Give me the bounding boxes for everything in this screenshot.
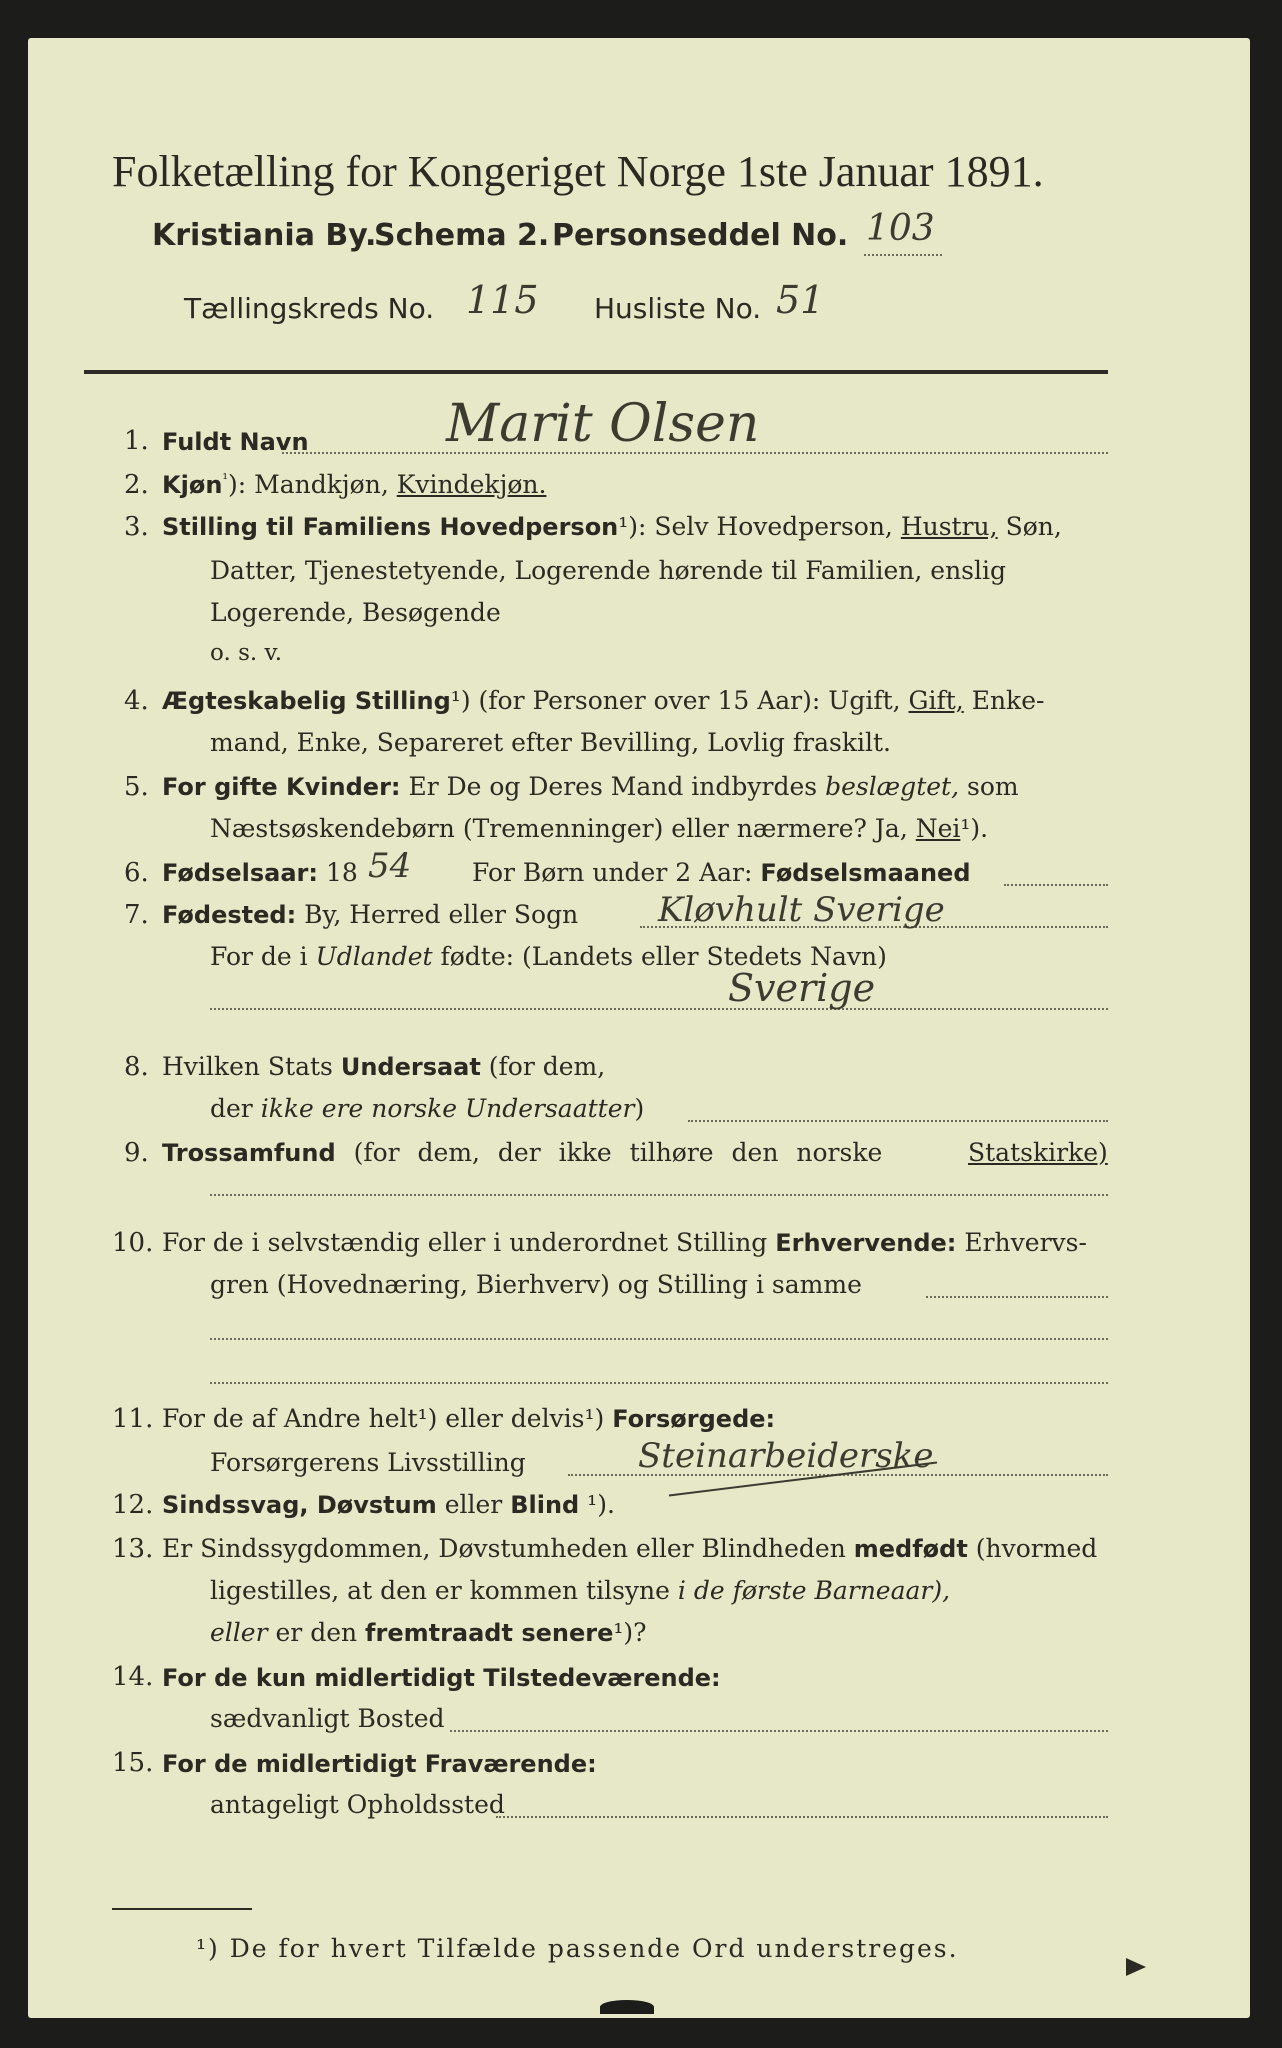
q10-number: 10. bbox=[112, 1228, 154, 1258]
q3-number: 3. bbox=[124, 512, 149, 542]
q15-number: 15. bbox=[112, 1748, 154, 1778]
q8-bold: Undersaat bbox=[340, 1053, 481, 1081]
q5-underlined: Nei bbox=[915, 814, 961, 843]
q11-number: 11. bbox=[112, 1404, 154, 1434]
q13-line2-a: ligestilles, at den er kommen tilsyne bbox=[210, 1576, 670, 1605]
q1-label: Fuldt Navn bbox=[162, 428, 309, 456]
q8-line1-c: (for dem, bbox=[488, 1052, 606, 1081]
husliste-number: 51 bbox=[776, 278, 825, 322]
q8-dotted-line bbox=[688, 1120, 1108, 1122]
q5-line2-b: ¹). bbox=[960, 814, 989, 843]
q10-dotted-line-3 bbox=[210, 1382, 1108, 1384]
header-rule bbox=[84, 370, 1108, 374]
q5-line1 bbox=[162, 772, 1019, 801]
q7-dotted-line-2 bbox=[210, 1008, 1108, 1010]
q2-underlined: Kvindekjøn. bbox=[396, 470, 547, 499]
q5-line2-a: Næstsøskendebørn (Tremenninger) eller nærmere? Ja, bbox=[210, 814, 908, 843]
q13-number: 13. bbox=[112, 1534, 154, 1564]
q8-italic: ikke ere norske Undersaatter bbox=[260, 1094, 635, 1123]
q15-line2: antageligt Opholdssted bbox=[210, 1790, 505, 1819]
q7-text: By, Herred eller Sogn bbox=[304, 900, 579, 929]
q6-prefix: 18 bbox=[325, 858, 358, 887]
q3-line2: Datter, Tjenestetyende, Logerende hørende til Familien, enslig bbox=[210, 556, 1007, 585]
q12-text: eller bbox=[444, 1490, 503, 1519]
q11-line1-a: For de af Andre helt¹) eller delvis¹) bbox=[162, 1404, 605, 1433]
footnote-text: ¹) De for hvert Tilfælde passende Ord understreges. bbox=[196, 1934, 959, 1963]
q10-line1-a: For de i selvstændig eller i underordnet Stilling bbox=[162, 1228, 768, 1257]
q7-answer: Kløvhult Sverige bbox=[658, 890, 945, 930]
q12-number: 12. bbox=[112, 1490, 154, 1520]
q4-line1-a: ¹) (for Personer over 15 Aar): Ugift, bbox=[450, 686, 901, 715]
q8-number: 8. bbox=[124, 1052, 149, 1082]
q8-line2-a: der bbox=[210, 1094, 253, 1123]
q2-text: ): Mandkjøn, bbox=[228, 470, 389, 499]
q13-italic: i de første Barneaar), bbox=[677, 1576, 951, 1605]
q12-line bbox=[162, 1490, 615, 1519]
q5-line2 bbox=[210, 814, 988, 843]
q6-bold: Fødselsmaaned bbox=[760, 859, 971, 887]
q13-line3 bbox=[210, 1618, 647, 1647]
husliste-label: Husliste No. bbox=[594, 292, 762, 325]
q12-label2: Blind bbox=[510, 1491, 580, 1519]
footnote-rule bbox=[112, 1908, 252, 1910]
q4-line2: mand, Enke, Separeret efter Bevilling, Lovlig fraskilt. bbox=[210, 728, 891, 757]
q4-number: 4. bbox=[124, 686, 149, 716]
q15-dotted-line bbox=[496, 1816, 1108, 1818]
city-label: Kristiania By. bbox=[152, 218, 377, 253]
q8-line2 bbox=[210, 1094, 644, 1123]
q11-line1 bbox=[162, 1404, 775, 1433]
q8-line1-a: Hvilken Stats bbox=[162, 1052, 333, 1081]
q13-line1 bbox=[162, 1534, 1097, 1563]
q1-number: 1. bbox=[124, 426, 149, 456]
q10-dotted-line-2 bbox=[210, 1338, 1108, 1340]
q5-label: For gifte Kvinder: bbox=[162, 773, 401, 801]
census-form-sheet bbox=[28, 38, 1250, 2018]
q11-line2: Forsørgerens Livsstilling bbox=[210, 1448, 526, 1477]
schema-label: Schema 2. bbox=[374, 218, 550, 253]
q3-line3: Logerende, Besøgende bbox=[210, 598, 501, 627]
q5-number: 5. bbox=[124, 772, 149, 802]
q7-number: 7. bbox=[124, 900, 149, 930]
q7-line2-a: For de i bbox=[210, 942, 308, 971]
q13-bold: medfødt bbox=[853, 1535, 968, 1563]
q7-line2-b: fødte: (Landets eller Stedets Navn) bbox=[440, 942, 887, 971]
q13-bold2: fremtraadt senere bbox=[365, 1619, 614, 1647]
q13-line3-a: er den bbox=[275, 1618, 358, 1647]
q3-line1-a: ¹): Selv Hovedperson, bbox=[618, 512, 893, 541]
arrow-mark bbox=[1126, 1958, 1146, 1976]
q5-line1-b: som bbox=[966, 772, 1019, 801]
q6-dotted-line bbox=[1004, 884, 1108, 886]
q3-line1-b: Søn, bbox=[1005, 512, 1062, 541]
q12-tail: ¹). bbox=[587, 1490, 615, 1519]
ink-blot bbox=[600, 2000, 654, 2014]
q6-label: Fødselsaar: bbox=[162, 859, 318, 887]
q10-line1 bbox=[162, 1228, 1087, 1257]
q13-line1-c: (hvormed bbox=[975, 1534, 1098, 1563]
q9-dotted-line bbox=[210, 1194, 1108, 1196]
q6-text: For Børn under 2 Aar: bbox=[472, 858, 753, 887]
personseddel-dotted-line bbox=[864, 254, 942, 256]
q4-label: Ægteskabelig Stilling bbox=[162, 687, 451, 715]
personseddel-number: 103 bbox=[866, 208, 935, 249]
q14-label: For de kun midlertidigt Tilstedeværende: bbox=[162, 1664, 721, 1692]
q13-italic2: eller bbox=[210, 1618, 268, 1647]
q8-line1 bbox=[162, 1052, 605, 1081]
q7-label: Fødested: bbox=[162, 901, 297, 929]
q4-line1 bbox=[162, 686, 1044, 715]
personseddel-label: Personseddel No. bbox=[552, 218, 849, 253]
q10-line1-c: Erhvervs- bbox=[964, 1228, 1087, 1257]
q12-label: Sindssvag, Døvstum bbox=[162, 1491, 437, 1519]
q10-dotted-line bbox=[926, 1296, 1108, 1298]
q2-line bbox=[162, 470, 546, 499]
q3-label: Stilling til Familiens Hovedperson bbox=[162, 513, 619, 541]
taellingskreds-number: 115 bbox=[466, 278, 539, 322]
q15-label: For de midlertidigt Fraværende: bbox=[162, 1750, 597, 1778]
q6-text-line bbox=[472, 858, 971, 887]
q9-label: Trossamfund bbox=[162, 1139, 336, 1167]
q7-line1 bbox=[162, 900, 578, 929]
q6-line bbox=[162, 858, 358, 887]
q14-dotted-line bbox=[450, 1730, 1108, 1732]
taellingskreds-label: Tællingskreds No. bbox=[184, 292, 435, 325]
q5-line1-a: Er De og Deres Mand indbyrdes bbox=[408, 772, 818, 801]
q10-bold: Erhvervende: bbox=[775, 1229, 957, 1257]
q4-underlined: Gift, bbox=[908, 686, 964, 715]
q7-answer2: Sverige bbox=[728, 966, 876, 1010]
q9-underlined: Statskirke) bbox=[968, 1138, 1108, 1167]
q6-year-answer: 54 bbox=[368, 846, 412, 886]
q14-number: 14. bbox=[112, 1662, 154, 1692]
q2-number: 2. bbox=[124, 470, 149, 500]
q11-answer: Steinarbeiderske bbox=[638, 1436, 934, 1476]
q13-line1-a: Er Sindssygdommen, Døvstumheden eller Blindheden bbox=[162, 1534, 846, 1563]
q14-line2: sædvanligt Bosted bbox=[210, 1704, 445, 1733]
q9-line bbox=[162, 1138, 882, 1167]
q4-line1-b: Enke- bbox=[971, 686, 1045, 715]
q13-line2 bbox=[210, 1576, 950, 1605]
q7-italic: Udlandet bbox=[315, 942, 433, 971]
q2-sup: ¹ bbox=[222, 471, 229, 488]
q9-number: 9. bbox=[124, 1138, 149, 1168]
q6-number: 6. bbox=[124, 858, 149, 888]
q3-underlined: Hustru, bbox=[900, 512, 998, 541]
form-title: Folketælling for Kongeriget Norge 1ste Januar 1891. bbox=[112, 147, 1044, 196]
q3-line4: o. s. v. bbox=[210, 640, 283, 666]
q10-line2: gren (Hovednæring, Bierhverv) og Stilling i samme bbox=[210, 1270, 862, 1299]
q13-line3-c: ¹)? bbox=[613, 1618, 647, 1647]
q5-italic: beslægtet, bbox=[825, 772, 960, 801]
q8-line2-b: ) bbox=[634, 1094, 645, 1123]
q2-label: Kjøn bbox=[162, 471, 223, 499]
q1-answer-name: Marit Olsen bbox=[446, 394, 760, 454]
q11-bold: Forsørgede: bbox=[612, 1405, 776, 1433]
q9-text: (for dem, der ikke tilhøre den norske bbox=[353, 1138, 883, 1167]
q3-line1 bbox=[162, 512, 1062, 541]
